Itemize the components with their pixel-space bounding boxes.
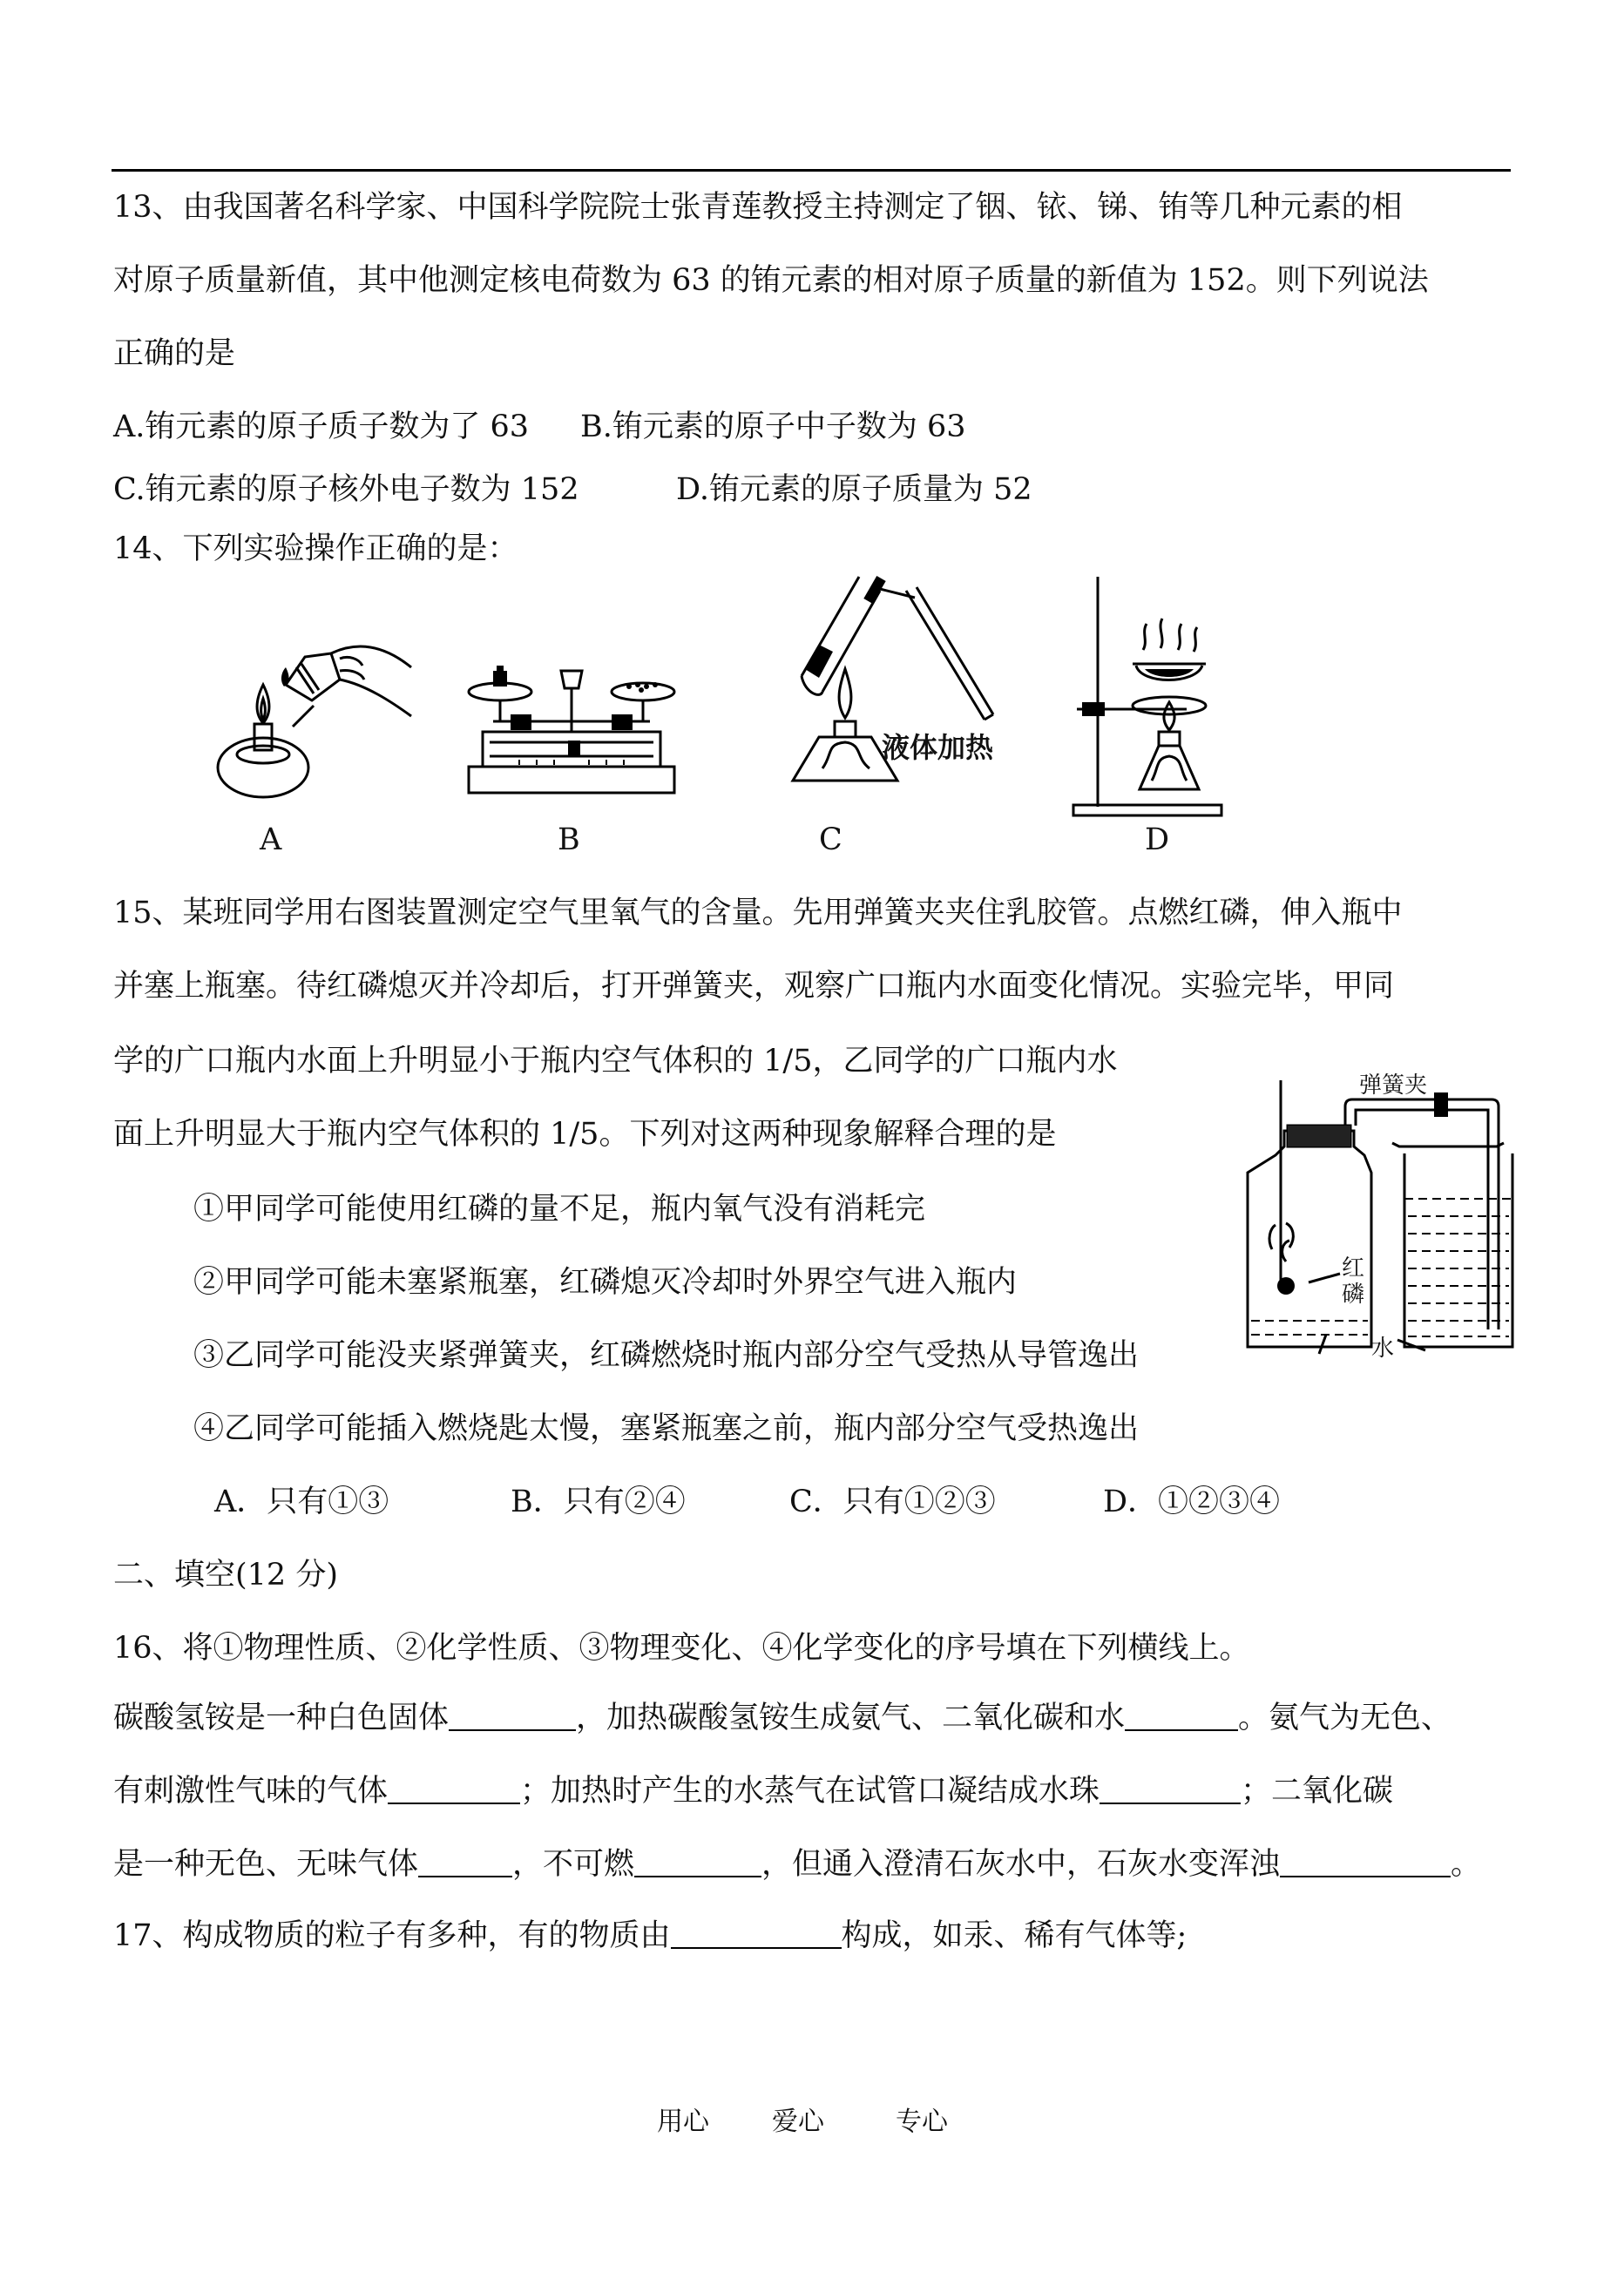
q13-option-b: B.铕元素的原子中子数为 63 [580, 409, 966, 444]
figure-c-label: C [819, 822, 842, 857]
q13-line-2: 对原子质量新值，其中他测定核电荷数为 63 的铕元素的相对原子质量的新值为 152。则下列说法 [113, 263, 1429, 298]
q16-text-3d: 。 [1451, 1847, 1482, 1882]
q16-blank-1[interactable] [449, 1703, 576, 1731]
figure-c-caption: 液体加热 [882, 731, 994, 764]
q16-text-2b: ；加热时产生的水蒸气在试管口凝结成水珠 [520, 1774, 1100, 1809]
figure-q15-phosphorus-label-2: 磷 [1342, 1282, 1365, 1308]
q13-line-3: 正确的是 [113, 336, 236, 371]
q16-line-3 [113, 1845, 1481, 1884]
q16-text-2a: 有刺激性气味的气体 [113, 1774, 389, 1809]
figure-q15-phosphorus-label-1: 红 [1342, 1255, 1365, 1282]
q16-text-1c: 。氨气为无色、 [1238, 1701, 1452, 1735]
q15-line-4: 面上升明显大于瓶内空气体积的 1/5。下列对这两种现象解释合理的是 [113, 1117, 1057, 1152]
q15-statement-3: ③乙同学可能没夹紧弹簧夹，红磷燃烧时瓶内部分空气受热从导管逸出 [193, 1338, 1140, 1373]
q17-blank-1[interactable] [671, 1921, 842, 1949]
q16-blank-4[interactable] [1100, 1776, 1241, 1804]
q15-statement-1: ①甲同学可能使用红磷的量不足，瓶内氧气没有消耗完 [193, 1192, 926, 1227]
q15-option-a: A．只有①③ [214, 1485, 389, 1519]
figure-c-heating-liquid [775, 572, 1011, 824]
q16-line-1 [113, 1699, 1451, 1737]
figure-a-label: A [260, 822, 282, 857]
q13-option-d: D.铕元素的原子质量为 52 [676, 472, 1032, 507]
q16-text-2c: ；二氧化碳 [1241, 1774, 1394, 1809]
q17-text-b: 构成，如汞、稀有气体等; [841, 1918, 1188, 1953]
q16-text-3b: ，不可燃 [512, 1847, 635, 1882]
q13-option-c: C.铕元素的原子核外电子数为 152 [113, 472, 579, 507]
figure-d-label: D [1145, 822, 1170, 857]
q14-stem: 14、下列实验操作正确的是： [113, 531, 518, 566]
q16-text-3a: 是一种无色、无味气体 [113, 1847, 419, 1882]
q17-line [113, 1917, 1187, 1955]
footer-word-1: 用心 [657, 2107, 709, 2137]
q15-option-b: B．只有②④ [511, 1485, 686, 1519]
q16-text-1b: ，加热碳酸氢铵生成氨气、二氧化碳和水 [576, 1701, 1126, 1735]
q16-blank-7[interactable] [1280, 1850, 1451, 1877]
q15-line-2: 并塞上瓶塞。待红磷熄灭并冷却后，打开弹簧夹，观察广口瓶内水面变化情况。实验完毕，甲同 [113, 969, 1395, 1004]
q16-text-1a: 碳酸氢铵是一种白色固体 [113, 1701, 450, 1735]
q16-blank-2[interactable] [1125, 1703, 1238, 1731]
q15-option-c: C．只有①②③ [789, 1485, 996, 1519]
footer-word-2: 爱心 [772, 2107, 824, 2137]
q13-line-1: 13、由我国著名科学家、中国科学院院士张青莲教授主持测定了铟、铱、锑、铕等几种元素的相 [113, 190, 1403, 225]
figure-q15-apparatus [1235, 1059, 1523, 1364]
footer-word-3: 专心 [896, 2107, 948, 2137]
q17-text-a: 17、构成物质的粒子有多种，有的物质由 [113, 1918, 671, 1953]
q15-line-1: 15、某班同学用右图装置测定空气里氧气的含量。先用弹簧夹夹住乳胶管。点燃红磷，伸入瓶中 [113, 896, 1403, 930]
q15-option-d: D．①②③④ [1103, 1485, 1281, 1519]
figure-d-evaporation [1065, 572, 1256, 824]
q16-blank-5[interactable] [418, 1850, 512, 1877]
section-2-heading: 二、填空(12 分) [113, 1558, 338, 1593]
q15-statement-4: ④乙同学可能插入燃烧匙太慢，塞紧瓶塞之前，瓶内部分空气受热逸出 [193, 1411, 1140, 1446]
q15-statement-2: ②甲同学可能未塞紧瓶塞，红磷熄灭冷却时外界空气进入瓶内 [193, 1265, 1018, 1300]
q16-line-2 [113, 1772, 1393, 1810]
figure-a-lighting-lamp [209, 632, 418, 807]
q16-stem: 16、将①物理性质、②化学性质、③物理变化、④化学变化的序号填在下列横线上。 [113, 1631, 1250, 1666]
q16-text-3c: ，但通入澄清石灰水中，石灰水变浑浊 [761, 1847, 1281, 1882]
q16-blank-3[interactable] [388, 1776, 520, 1804]
q16-blank-6[interactable] [634, 1850, 761, 1877]
figure-q15-water-label: 水 [1371, 1336, 1395, 1362]
q15-line-3: 学的广口瓶内水面上升明显小于瓶内空气体积的 1/5，乙同学的广口瓶内水 [113, 1044, 1118, 1079]
q13-option-a: A.铕元素的原子质子数为了 63 [113, 409, 530, 444]
figure-b-balance [458, 636, 685, 802]
header-rule [112, 169, 1511, 172]
figure-b-label: B [558, 822, 580, 857]
figure-q15-clip-label: 弹簧夹 [1359, 1072, 1428, 1099]
